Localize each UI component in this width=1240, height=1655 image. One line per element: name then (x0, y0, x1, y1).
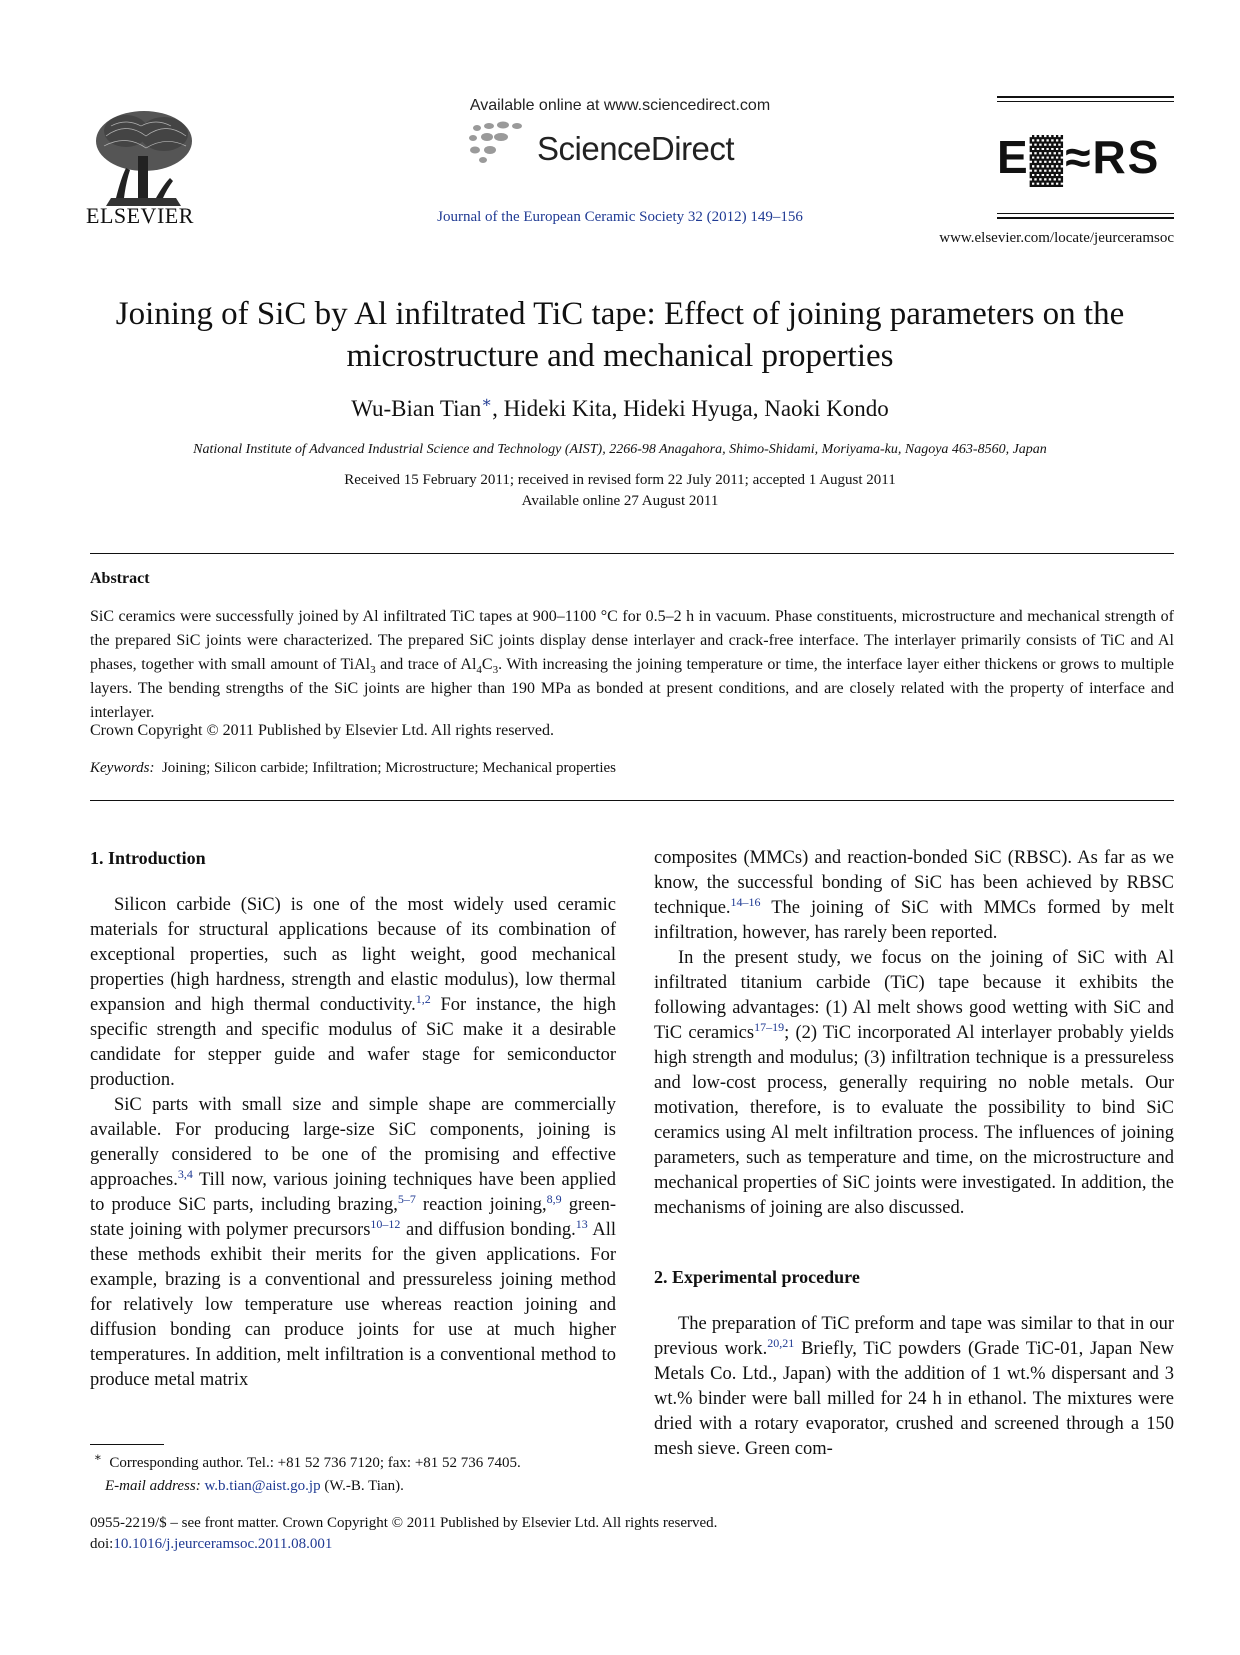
intro-paragraph-2: SiC parts with small size and simple shape are commercially available. For producing large-size SiC components, joining is generally considered to be one of the promising and effective approaches.$^{3,4}$ Till now, various joining techniques have been applied to produce SiC parts, including brazing,$^{5-7}$ reaction joining,$^{8,9}$ green-state joining with polymer precursors$^{10-12}$ and diffusion bonding.$^{13}$ All these methods exhibit their merits for the given applications. For example, brazing is a conventional and pressureless joining method for relatively low temperature use whereas reaction joining and diffusion bonding can produce joints for use at much higher temperatures. In addition, melt infiltration is a conventional method to produce metal matrix (90, 1095, 617, 1390)
body-column-left (90, 846, 616, 1393)
citation-link[interactable]: 3,4 (177, 1166, 193, 1181)
right-paragraph-1: composites (MMCs) and reaction-bonded SiC (RBSC). As far as we know, the successful bonding of SiC has been achieved by RBSC technique.$^{14-16}$ The joining of SiC with MMCs formed by melt infiltration, however, has rarely been reported. (654, 848, 1174, 943)
issn-copyright: 0955-2219/$ – see front matter. Crown Copyright © 2011 Published by Elsevier Ltd. All rights reserved. (90, 1515, 718, 1531)
author-first: Wu-Bian Tian (351, 396, 482, 421)
intro-paragraph-1: Silicon carbide (SiC) is one of the most widely used ceramic materials for structural applications because of its combination of exceptional properties, such as light weight, good mechanical properties (high hardness, strength and elastic modulus), low thermal expansion and high thermal conductivity.$^{1,2}$ For instance, the high specific strength and specific modulus of SiC make it a desirable candidate for stepper guide and wafer stage for semiconductor production. (90, 895, 616, 1090)
body-column-right (654, 846, 1174, 1462)
front-matter-footer: 0955-2219/$ – see front matter. Crown Copyright © 2011 Published by Elsevier Ltd. All rights reserved. doi:10.1016/j.jeurceramsoc.2011.08.001 (90, 1515, 718, 1552)
citation-link[interactable]: 17–19 (754, 1019, 785, 1034)
corresponding-author-mark[interactable]: ∗ (481, 394, 493, 412)
keywords (90, 760, 616, 777)
author-others: , Hideki Kita, Hideki Hyuga, Naoki Kondo (492, 396, 889, 421)
author-list (0, 396, 1240, 422)
abstract-text: SiC ceramics were successfully joined by Al infiltrated TiC tapes at 900–1100 °C for 0.5–2 h in vacuum. Phase constituents, microstructure and mechanical strength of the prepared SiC joints were characterized. The prepared SiC joints display dense interlayer and crack-free interface. The interlayer primarily consists of TiC and Al phases, together with small amount of TiAl$_3$ and trace of $Al_4C_3$. With increasing the joining temperature or time, the interface layer either thickens or grows to multiple layers. The bending strengths of the SiC joints are higher than 190 MPa as bonded at present conditions, and are closely related with the property of interface and interlayer. (90, 608, 1175, 721)
ecers-rule-bottom-thin (997, 213, 1174, 214)
keywords-label: Keywords: (90, 760, 155, 776)
author-email-link[interactable]: w.b.tian@aist.go.jp (204, 1478, 321, 1494)
citation-link[interactable]: 13 (575, 1216, 588, 1231)
section-heading-introduction: 1. Introduction (90, 848, 206, 868)
citation-link[interactable]: 8,9 (546, 1191, 562, 1206)
citation-link[interactable]: 20,21 (767, 1335, 795, 1350)
corresponding-author-footnote: ∗ Corresponding author. Tel.: +81 52 736 7120; fax: +81 52 736 7405. E-mail address: w.b.tian@aist.go.jp (W.-B. Tian). (93, 1450, 521, 1494)
available-online-date: Available online 27 August 2011 (521, 493, 719, 509)
sciencedirect-wordmark: ScienceDirect (537, 130, 735, 167)
section-heading-experimental: 2. Experimental procedure (654, 1267, 860, 1287)
experimental-paragraph-1: The preparation of TiC preform and tape was similar to that in our previous work.$^{20,21}$ Briefly, TiC powders (Grade TiC-01, Japan New Metals Co. Ltd., Japan) with the addition of 1 wt.% dispersant and 3 wt.% binder were ball milled for 24 h in ethanol. The mixtures were dried with a rotary evaporator, crushed and screened through a 150 mesh sieve. Green com- (654, 1314, 1174, 1459)
footnote-rule (90, 1444, 164, 1445)
abstract-rule-bottom (90, 800, 1174, 801)
ecers-rule-bottom (997, 217, 1174, 219)
abstract-rule-top (90, 553, 1174, 554)
keywords-list: Joining; Silicon carbide; Infiltration; Microstructure; Mechanical properties (161, 760, 616, 776)
citation-link[interactable]: 10–12 (370, 1216, 401, 1231)
abstract-copyright: Crown Copyright © 2011 Published by Elsevier Ltd. All rights reserved. (90, 722, 554, 739)
citation-link[interactable]: 1,2 (415, 991, 431, 1006)
affiliation: National Institute of Advanced Industrial Science and Technology (AIST), 2266-98 Anagahora, Shimo-Shidami, Moriyama-ku, Nagoya 463-8560, Japan (193, 442, 1047, 457)
article-dates (0, 470, 1240, 512)
journal-url[interactable]: www.elsevier.com/locate/jeurceramsoc (939, 230, 1174, 246)
ecers-rule-top (997, 96, 1174, 98)
citation-link[interactable]: 5–7 (397, 1191, 416, 1206)
article-title: Joining of SiC by Al infiltrated TiC tape: Effect of joining parameters on the microstructure and mechanical properties (115, 296, 1125, 374)
publisher-name: ELSEVIER (86, 203, 194, 228)
right-paragraph-2: In the present study, we focus on the joining of SiC with Al infiltrated titanium carbide (TiC) tape because it exhibits the following advantages: (1) Al melt shows good wetting with SiC and TiC ceramics$^{17-19}$; (2) TiC incorporated Al interlayer probably yields high strength and modulus; (3) infiltration technique is a pressureless and low-cost process, generally requiring no noble metals. Our motivation, therefore, is to evaluate the possibility to bind SiC ceramics using Al melt infiltration process. The influences of joining parameters, such as temperature and time, on the microstructure and mechanical properties of SiC joints were investigated. In addition, the mechanisms of joining are also discussed. (654, 948, 1174, 1218)
ecers-rule-top-thin (997, 101, 1174, 102)
footnote-mark: ∗ (93, 1450, 102, 1464)
doi-link[interactable]: 10.1016/j.jeurceramsoc.2011.08.001 (113, 1536, 333, 1552)
abstract-heading: Abstract (90, 570, 150, 587)
ecers-logo: E▓≈RS (997, 131, 1161, 183)
journal-citation-link[interactable]: Journal of the European Ceramic Society 32 (2012) 149–156 (437, 209, 803, 225)
available-online-text: Available online at www.sciencedirect.com (469, 97, 771, 114)
received-dates: Received 15 February 2011; received in revised form 22 July 2011; accepted 1 August 2011 (344, 472, 896, 488)
citation-link[interactable]: 14–16 (730, 894, 761, 909)
